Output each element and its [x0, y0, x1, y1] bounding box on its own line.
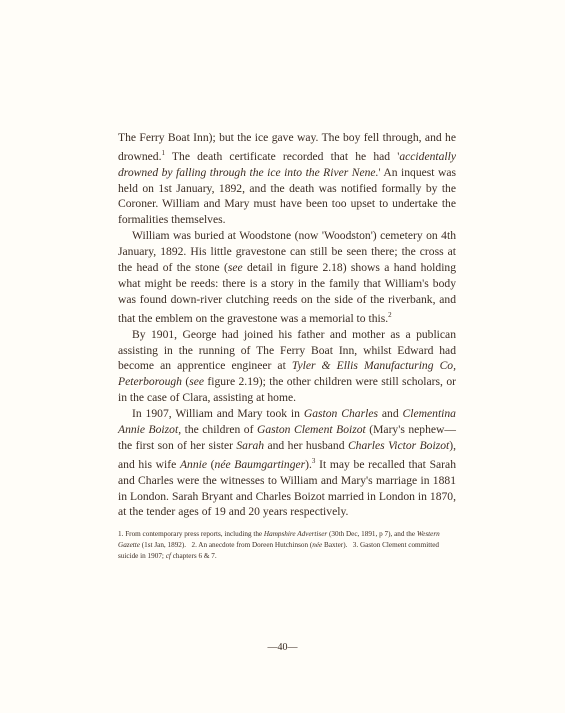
person-name: Sarah — [236, 438, 265, 452]
see-ref: see — [227, 261, 243, 275]
footnotes — [118, 529, 456, 562]
person-name: Clementina Annie Boizot — [118, 407, 456, 437]
text-run: ( — [181, 375, 190, 389]
footnote-ref: 2 — [388, 310, 392, 319]
person-name: Gaston Clement Boizot — [256, 423, 366, 437]
maiden-name: née Baumgartinger — [214, 457, 306, 471]
text-run: and her husband — [264, 438, 348, 452]
footnote-1: (30th Dec, 1891, p 7), and the — [327, 530, 417, 539]
footnote-2-nee: née — [312, 541, 323, 550]
text-run: figure 2.19); the other children were still scholars, or in the case of Clara, assisting at home. — [118, 375, 456, 405]
footnote-ref: 3 — [311, 456, 316, 465]
firm-name: Tyler & Ellis Manufacturing Co, Peterborough — [118, 359, 457, 389]
paragraph-4 — [118, 406, 456, 520]
text-run: By 1901, George had joined his father and mother as a publican assisting in the running of The Ferry Boat Inn, whilst Edward had become an apprentice engineer at — [118, 327, 456, 373]
footnote-ref: 1 — [161, 148, 165, 157]
person-name: Annie — [179, 457, 207, 471]
newspaper-title: Western Gazette — [118, 530, 440, 550]
text-run: William was buried at Woodstone (now 'Woodston') cemetery on 4th January, 1892. His little gravestone can still be seen there; the cross at the head of the stone ( — [118, 229, 456, 275]
text-run: ), and his wife — [118, 438, 456, 471]
text-run: detail in figure 2.18) shows a hand holding what might be reeds: there is a story in the family that William's body was found down-river clutching reeds on the side of the riverbank, and that the emblem on the gravestone was a memorial to this. — [118, 261, 457, 325]
text-run: (Mary's nephew—the first son of her sister — [118, 423, 456, 452]
text-run: The Ferry Boat Inn); but the ice gave way. The boy fell through, and he drowned. — [118, 131, 456, 163]
page-number: —40— — [267, 642, 298, 653]
text-run: ). — [305, 457, 312, 471]
footnote-1: 1. From contemporary press reports, including the — [118, 530, 264, 539]
certificate-quote: accidentally drowned by falling through the ice into the River Nene. — [118, 149, 456, 179]
paragraph-3 — [118, 327, 456, 407]
footnote-1: (1st Jan, 1892). — [139, 541, 187, 550]
paragraph-1 — [118, 130, 456, 228]
person-name: Charles Victor Boizot — [347, 438, 450, 452]
newspaper-title: Hampshire Advertiser — [263, 530, 328, 539]
text-run: ' An inquest was held on 1st January, 1892, and the death was notified formally by the Coroner. William and Mary must have been too upset to undertake the formalities themselves. — [118, 165, 456, 227]
text-run: and — [377, 407, 403, 421]
see-ref: see — [189, 375, 205, 389]
footnote-3: chapters 6 & 7. — [170, 552, 217, 561]
text-run: The death certificate recorded that he had ' — [164, 149, 400, 163]
body-text — [118, 130, 456, 562]
footnote-2: Baxter). — [322, 541, 348, 550]
person-name: Gaston Charles — [303, 407, 378, 421]
footnote-3: 3. Gaston Clement committed suicide in 1907; — [118, 541, 440, 561]
paragraph-2 — [118, 228, 456, 326]
text-run: It may be recalled that Sarah and Charles were the witnesses to William and Mary's marriage in 1881 in London. Sarah Bryant and Charles Boizot married in London in 1870, at the tender ages of 19 and 20 years respectively. — [118, 457, 456, 519]
text-run: In 1907, William and Mary took in — [132, 407, 304, 421]
text-run: , the children of — [178, 423, 257, 437]
footnote-3-cf: cf — [165, 552, 171, 561]
text-run: ( — [206, 457, 215, 471]
footnote-2: 2. An anecdote from Doreen Hutchinson ( — [191, 541, 313, 550]
